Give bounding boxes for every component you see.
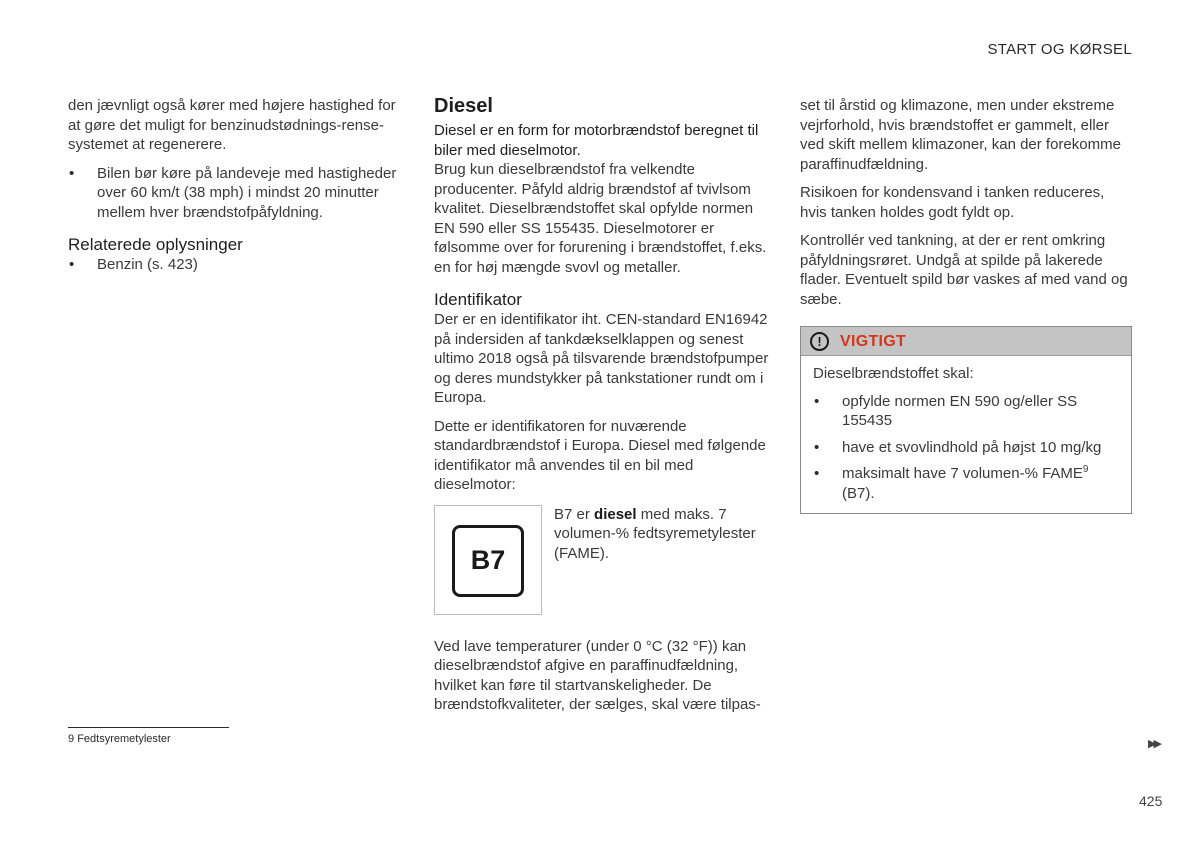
b7-frame [434,505,542,615]
section-header: START OG KØRSEL [987,41,1132,58]
footnote-divider [68,727,229,728]
paragraph-season: set til årstid og klimazone, men under ekstreme vejrforhold, hvis brændstoffet er gammelt, eller ved skift mellem klimazoner, kan der forekomme paraffinudfældning. [800,97,1121,173]
paragraph-spill: Kontrollér ved tankning, at der er rent omkring påfyldningsrøret. Undgå at spilde på lakerede flader. Eventuelt spild bør vaskes af med vand og sæbe. [800,232,1128,308]
b7-caption-bold: diesel [594,505,637,523]
identifier-heading: Identifikator [434,290,522,309]
warning-body [801,356,1131,513]
column-middle [434,94,774,715]
list-item-text: opfylde normen EN 590 og/eller SS 155435 [842,392,1078,429]
warning-icon: ! [810,332,829,351]
footnote-text: Fedtsyremetylester [77,733,171,745]
list-item [813,392,1119,431]
related-link[interactable] [68,255,403,275]
b7-figure [434,505,774,618]
next-page-icon[interactable]: ▶▶ [1148,738,1159,750]
lead-paragraph: Diesel er en form for motorbrændstof beregnet til biler med dieselmotor. [434,122,759,159]
paragraph-identifier-2: Dette er identifikatoren for nuværende standardbrændstof i Europa. Diesel med følgende identifikator må anvendes til en bil med dieselmotor: [434,417,766,493]
related-link-text[interactable]: Benzin (s. 423) [97,256,198,273]
column-right [800,94,1132,514]
list-item-text: have et svovlindhold på højst 10 mg/kg [842,438,1102,456]
section-heading-diesel: Diesel [434,95,493,117]
column-left [68,94,403,275]
paragraph-identifier: Der er en identifikator iht. CEN-standard EN16942 på indersiden af tankdækselklappen og senest ultimo 2018 også på tilsvarende brændstofpumper og deres mundstykker på tankstationer rundt om i Europa. [434,311,769,406]
b7-caption-pre: B7 er [554,505,590,523]
footnote-number: 9 [68,733,75,745]
list-item-text: Bilen bør køre på landeveje med hastigheder over 60 km/t (38 mph) i mindst 20 minutter mellem hver brændstofpåfyldning. [97,164,397,221]
list-item [813,464,1119,503]
paragraph-cold: Ved lave temperaturer (under 0 °C (32 °F)) kan dieselbrændstof afgive en paraffinudfældning, hvilket kan føre til startvanskeligheder. De brændstofkvaliteter, der sælges, skal være tilpas- [434,637,761,713]
b7-caption [554,505,764,564]
related-heading: Relaterede oplysninger [68,235,243,254]
list-item [813,438,1119,458]
footnote-ref[interactable]: 9 [1082,464,1089,475]
b7-icon: B7 [452,525,524,597]
list-item [68,164,403,223]
paragraph-diesel: Brug kun dieselbrændstof fra velkendte producenter. Påfyld aldrig brændstof af tvivlsom kvalitet. Dieselbrændstoffet skal opfylde normen EN 590 eller SS 155435. Dieselmotorer er følsomme over for forurening i brændstoffet, f.eks. en for høj mængde svovl og metaller. [434,161,767,276]
footnote [68,733,171,746]
warning-title: VIGTIGT [840,333,907,350]
warning-intro: Dieselbrændstoffet skal: [813,365,974,382]
page-number: 425 [1139,793,1163,809]
paragraph-intro: den jævnligt også kører med højere hastighed for at gøre det muligt for benzinudstødnings-rense-systemet at regenerere. [68,97,396,153]
b7-caption-post: med maks. 7 volumen-% fedtsyremetylester (FAME). [554,505,756,562]
list-item-text: maksimalt have 7 volumen-% FAME [842,465,1083,482]
list-item-text-tail: (B7). [842,484,875,502]
paragraph-condensation: Risikoen for kondensvand i tanken reduceres, hvis tanken holdes godt fyldt op. [800,184,1105,221]
warning-box [800,326,1132,514]
warning-header [801,327,1131,356]
